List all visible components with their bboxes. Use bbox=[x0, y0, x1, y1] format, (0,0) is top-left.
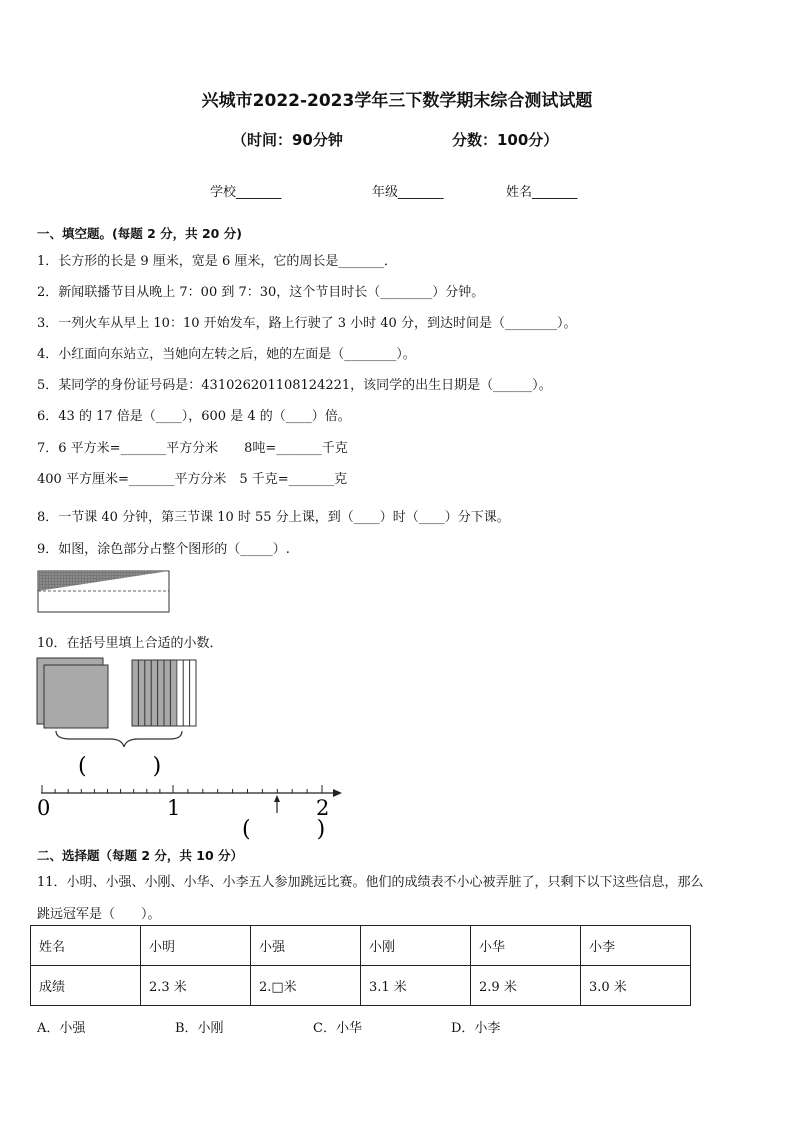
section1-heading: 一、填空题。(每题 2 分，共 20 分) bbox=[37, 226, 242, 241]
exam-time: （时间：90分钟 bbox=[232, 131, 343, 149]
q10-tenths-square bbox=[132, 660, 196, 726]
option-d[interactable]: D．小李 bbox=[451, 1021, 501, 1036]
question-10: 10．在括号里填上合适的小数． bbox=[37, 636, 223, 651]
table-cell: 姓名 bbox=[31, 926, 141, 966]
question-6: 6．43 的 17 倍是（____），600 是 4 的（____）倍。 bbox=[37, 409, 351, 424]
option-c[interactable]: C．小华 bbox=[313, 1021, 362, 1036]
question-7-line1: 7．6 平方米=_______平方分米 8吨=_______千克 bbox=[37, 441, 348, 456]
table-cell: 2.3 米 bbox=[141, 966, 251, 1006]
table-cell: 小李 bbox=[581, 926, 691, 966]
table-cell: 小刚 bbox=[361, 926, 471, 966]
exam-score: 分数：100分） bbox=[452, 131, 559, 149]
page-title: 兴城市2022-2023学年三下数学期末综合测试试题 bbox=[201, 91, 593, 111]
table-header-row bbox=[31, 926, 691, 966]
school-field[interactable]: 学校_______ bbox=[210, 185, 282, 200]
q10-arrow-head bbox=[274, 795, 280, 802]
table-cell: 小明 bbox=[141, 926, 251, 966]
score-table bbox=[30, 925, 691, 1006]
question-3: 3．一列火车从早上 10：10 开始发车，路上行驶了 3 小时 40 分，到达时间是（________）。 bbox=[37, 316, 577, 331]
question-4: 4．小红面向东站立，当她向左转之后，她的左面是（________）。 bbox=[37, 347, 416, 362]
table-cell: 2.9 米 bbox=[471, 966, 581, 1006]
number-line-label-0: 0 bbox=[37, 796, 51, 820]
question-9: 9．如图，涂色部分占整个图形的（_____）. bbox=[37, 542, 290, 557]
q10-answer-paren-bottom[interactable]: ( ) bbox=[242, 817, 326, 842]
q9-figure bbox=[37, 570, 171, 614]
question-11-line2: 跳远冠军是（ ）。 bbox=[37, 907, 161, 922]
q10-answer-paren-top[interactable]: ( ) bbox=[78, 754, 162, 779]
question-2: 2．新闻联播节目从晚上 7：00 到 7：30，这个节目时长（________）分钟。 bbox=[37, 285, 485, 300]
grade-field[interactable]: 年级_______ bbox=[372, 185, 444, 200]
table-cell: 3.0 米 bbox=[581, 966, 691, 1006]
number-line-label-2: 2 bbox=[316, 796, 330, 820]
q10-number-line bbox=[41, 785, 342, 797]
name-field[interactable]: 姓名_______ bbox=[506, 185, 578, 200]
table-cell: 成绩 bbox=[31, 966, 141, 1006]
table-cell: 小华 bbox=[471, 926, 581, 966]
question-8: 8．一节课 40 分钟，第三节课 10 时 55 分上课，到（____）时（____）分下课。 bbox=[37, 510, 510, 525]
number-line-label-1: 1 bbox=[167, 796, 181, 820]
q10-figure bbox=[30, 655, 350, 843]
option-b[interactable]: B．小刚 bbox=[175, 1021, 224, 1036]
table-cell: 小强 bbox=[251, 926, 361, 966]
table-cell: 2.□米 bbox=[251, 966, 361, 1006]
q10-square-front bbox=[44, 665, 108, 728]
question-1: 1．长方形的长是 9 厘米，宽是 6 厘米，它的周长是_______． bbox=[37, 254, 397, 269]
table-row bbox=[31, 966, 691, 1006]
option-a[interactable]: A．小强 bbox=[37, 1021, 86, 1036]
question-11-line1: 11．小明、小强、小刚、小华、小李五人参加跳远比赛。他们的成绩表不小心被弄脏了，只剩下以下这些信息，那么 bbox=[37, 875, 704, 890]
table-cell: 3.1 米 bbox=[361, 966, 471, 1006]
q10-brace bbox=[56, 731, 182, 747]
section2-heading: 二、选择题（每题 2 分，共 10 分） bbox=[37, 848, 244, 863]
question-7-line2: 400 平方厘米=_______平方分米 5 千克=_______克 bbox=[37, 472, 348, 487]
question-5: 5．某同学的身份证号码是：431026201108124221，该同学的出生日期是（______）。 bbox=[37, 378, 552, 393]
